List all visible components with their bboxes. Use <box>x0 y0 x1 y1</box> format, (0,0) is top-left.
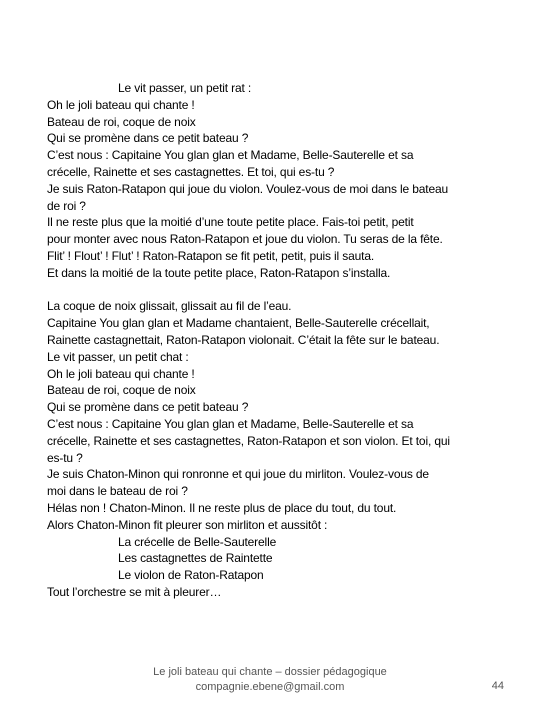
text-line: Rainette castagnettait, Raton-Ratapon violonait. C’était la fête sur le bateau. <box>47 332 440 347</box>
text-line: Oh le joli bateau qui chante ! <box>47 97 195 112</box>
text-line: Qui se promène dans ce petit bateau ? <box>47 131 249 146</box>
paragraph-spacer <box>47 282 497 299</box>
text-line: Oh le joli bateau qui chante ! <box>47 366 195 381</box>
text-line: crécelle, Rainette et ses castagnettes, Raton-Ratapon et son violon. Et toi, qui <box>47 433 450 448</box>
text-line: C’est nous : Capitaine You glan glan et Madame, Belle-Sauterelle et sa <box>47 148 414 163</box>
footer-title: Le joli bateau qui chante – dossier pédagogique <box>153 666 387 678</box>
text-line: Flit’ ! Flout’ ! Flut’ ! Raton-Ratapon se fit petit, petit, puis il sauta. <box>47 248 375 263</box>
text-line: crécelle, Rainette et ses castagnettes. Et toi, qui es-tu ? <box>47 164 335 179</box>
text-line: Le vit passer, un petit chat : <box>47 349 189 364</box>
text-line: La coque de noix glissait, glissait au fil de l’eau. <box>47 299 292 314</box>
story-text <box>47 80 497 601</box>
paragraph-2 <box>47 298 497 600</box>
text-line: Le violon de Raton-Ratapon <box>118 568 264 583</box>
text-line: Les castagnettes de Raintette <box>118 551 273 566</box>
text-line: Hélas non ! Chaton-Minon. Il ne reste plus de place du tout, du tout. <box>47 500 397 515</box>
text-line: Alors Chaton-Minon fit pleurer son mirliton et aussitôt : <box>47 517 328 532</box>
footer-email: compagnie.ebene@gmail.com <box>195 681 345 693</box>
text-line: Bateau de roi, coque de noix <box>47 383 196 398</box>
text-line: de roi ? <box>47 198 86 213</box>
page-footer <box>0 665 540 695</box>
text-line: Il ne reste plus que la moitié d’une toute petite place. Fais-toi petit, petit <box>47 215 414 230</box>
text-line: Je suis Raton-Ratapon qui joue du violon. Voulez-vous de moi dans le bateau <box>47 181 449 196</box>
text-line: es-tu ? <box>47 450 83 465</box>
text-line: Capitaine You glan glan et Madame chantaient, Belle-Sauterelle crécellait, <box>47 316 430 331</box>
text-line: Je suis Chaton-Minon qui ronronne et qui joue du mirliton. Voulez-vous de <box>47 467 429 482</box>
text-line: moi dans le bateau de roi ? <box>47 484 188 499</box>
text-line: Qui se promène dans ce petit bateau ? <box>47 400 249 415</box>
text-line: Tout l’orchestre se mit à pleurer… <box>47 584 222 599</box>
page-number: 44 <box>491 680 504 692</box>
text-line: Et dans la moitié de la toute petite place, Raton-Ratapon s’installa. <box>47 265 391 280</box>
text-line: pour monter avec nous Raton-Ratapon et joue du violon. Tu seras de la fête. <box>47 232 443 247</box>
paragraph-1 <box>47 80 497 282</box>
text-line: Bateau de roi, coque de noix <box>47 114 196 129</box>
text-line: C’est nous : Capitaine You glan glan et Madame, Belle-Sauterelle et sa <box>47 416 414 431</box>
text-line: Le vit passer, un petit rat : <box>118 81 252 95</box>
text-line: La crécelle de Belle-Sauterelle <box>118 534 277 549</box>
